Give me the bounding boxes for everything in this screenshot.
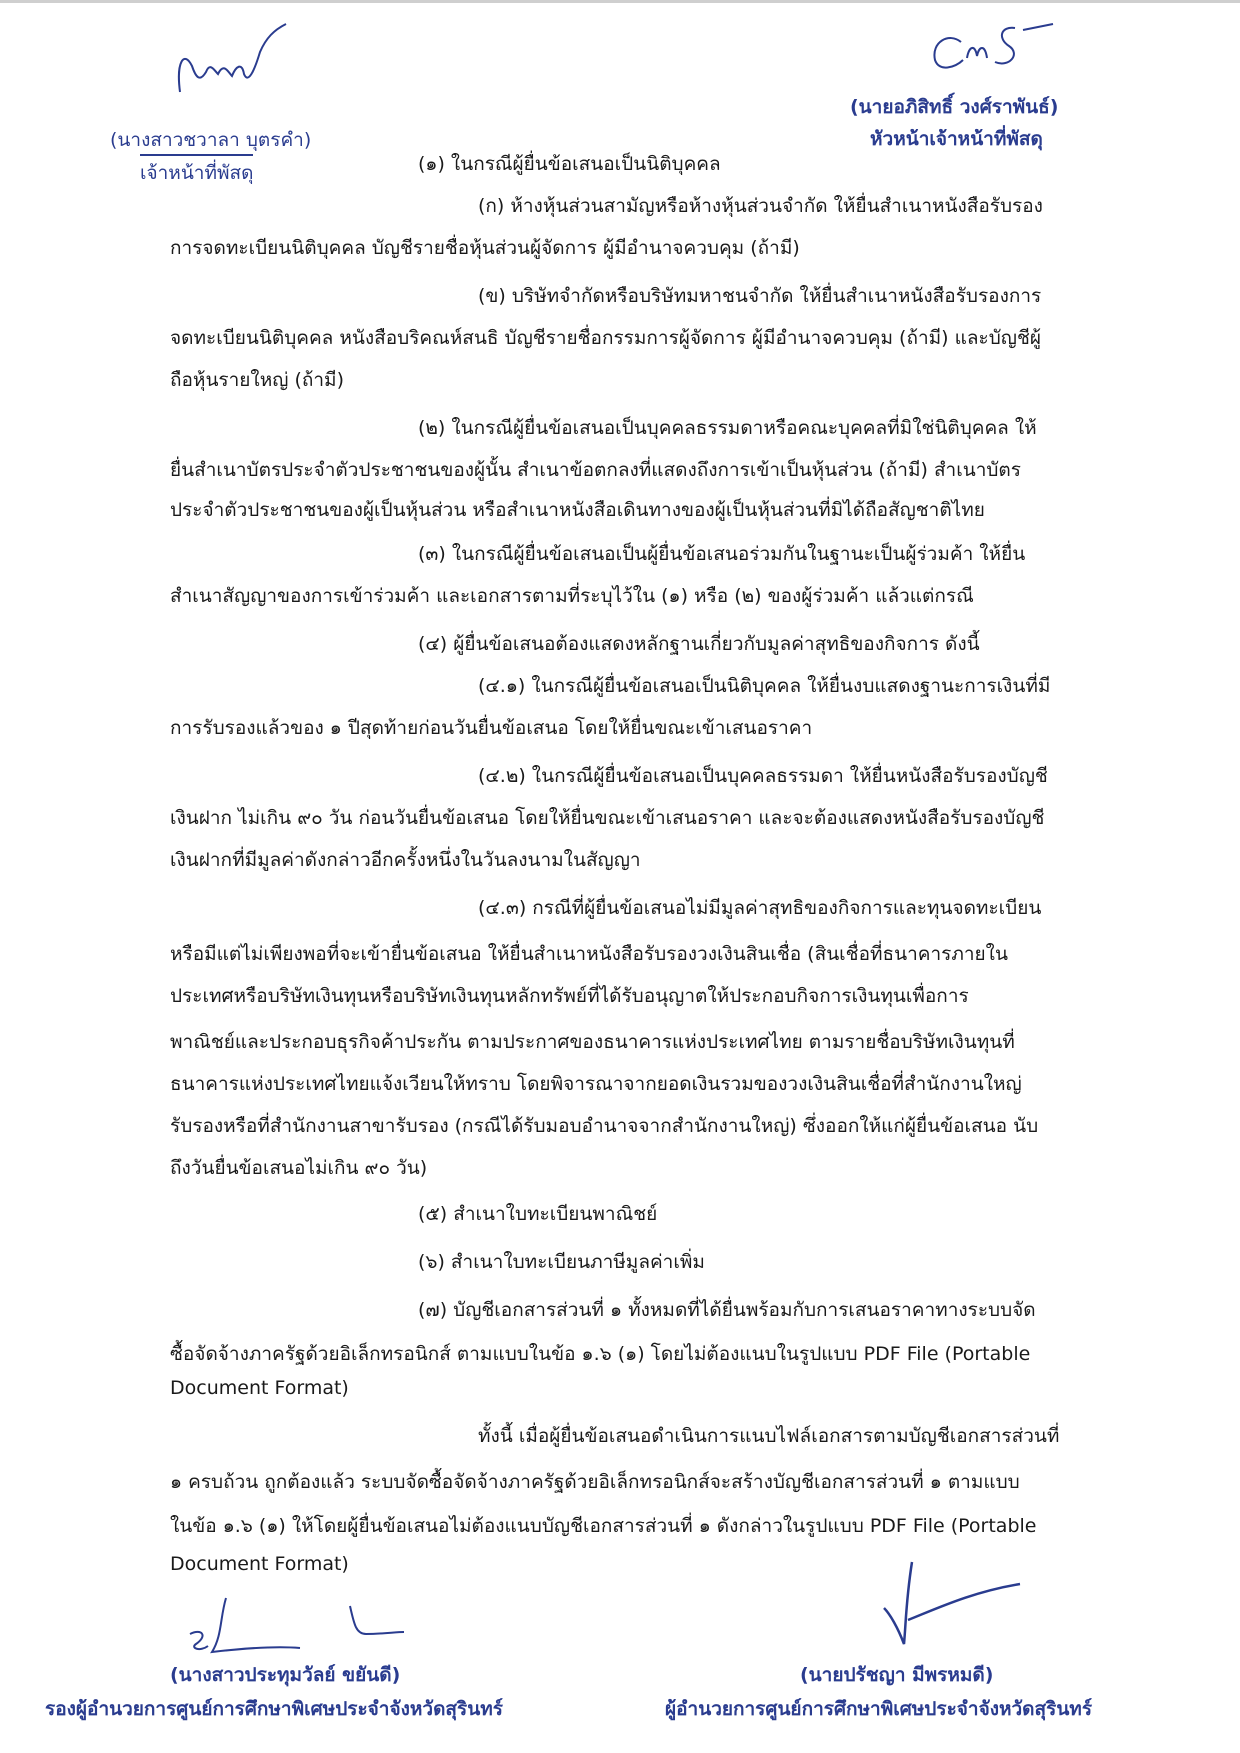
left-signer-name: (นางสาวประทุมวัลย์ ขยันดี) [170,1664,401,1686]
doc-line-25: (๕) สำเนาใบทะเบียนพาณิชย์ [418,1203,658,1225]
right-signer-title: ผู้อำนวยการศูนย์การศึกษาพิเศษประจำจังหวัดสุรินทร์ [665,1698,1093,1720]
top-border [0,0,1240,3]
left-officer-signature [170,22,290,100]
doc-line-21: พาณิชย์และประกอบธุรกิจค้าประกัน ตามประกาศของธนาคารแห่งประเทศไทย ตามรายชื่อบริษัทเงินทุนที่ [170,1031,1015,1053]
doc-line-4: (ข) บริษัทจำกัดหรือบริษัทมหาชนจำกัด ให้ยื่นสำเนาหนังสือรับรองการ [478,285,1042,307]
doc-line-30: ทั้งนี้ เมื่อผู้ยื่นข้อเสนอดำเนินการแนบไฟล์เอกสารตามบัญชีเอกสารส่วนที่ [478,1425,1060,1447]
doc-line-13: (๔.๑) ในกรณีผู้ยื่นข้อเสนอเป็นนิติบุคคล ให้ยื่นงบแสดงฐานะการเงินที่มี [478,675,1051,697]
doc-line-15: (๔.๒) ในกรณีผู้ยื่นข้อเสนอเป็นบุคคลธรรมดา ให้ยื่นหนังสือรับรองบัญชี [478,765,1048,787]
doc-line-7: (๒) ในกรณีผู้ยื่นข้อเสนอเป็นบุคคลธรรมดาหรือคณะบุคคลที่มิใช่นิติบุคคล ให้ [418,417,1037,439]
doc-line-2: (ก) ห้างหุ้นส่วนสามัญหรือห้างหุ้นส่วนจำกัด ให้ยื่นสำเนาหนังสือรับรอง [478,195,1043,217]
doc-line-19: หรือมีแต่ไม่เพียงพอที่จะเข้ายื่นข้อเสนอ ให้ยื่นสำเนาหนังสือรับรองวงเงินสินเชื่อ (สินเชื่อที่ธนาคารภายใน [170,943,1008,965]
doc-line-9: ประจำตัวประชาชนของผู้เป็นหุ้นส่วน หรือสำเนาหนังสือเดินทางของผู้เป็นหุ้นส่วนที่มิได้ถือสัญชาติไทย [170,499,985,521]
doc-line-26: (๖) สำเนาใบทะเบียนภาษีมูลค่าเพิ่ม [418,1251,705,1273]
doc-line-14: การรับรองแล้วของ ๑ ปีสุดท้ายก่อนวันยื่นข้อเสนอ โดยให้ยื่นขณะเข้าเสนอราคา [170,717,813,739]
doc-line-29: Document Format) [170,1377,349,1399]
doc-line-28: ซื้อจัดจ้างภาครัฐด้วยอิเล็กทรอนิกส์ ตามแบบในข้อ ๑.๖ (๑) โดยไม่ต้องแนบในรูปแบบ PDF File (Portable [170,1343,1031,1365]
doc-line-12: (๔) ผู้ยื่นข้อเสนอต้องแสดงหลักฐานเกี่ยวกับมูลค่าสุทธิของกิจการ ดังนี้ [418,633,980,655]
doc-line-6: ถือหุ้นรายใหญ่ (ถ้ามี) [170,369,344,391]
doc-line-22: ธนาคารแห่งประเทศไทยแจ้งเวียนให้ทราบ โดยพิจารณาจากยอดเงินรวมของวงเงินสินเชื่อที่สำนักงานใหญ่ [170,1073,1022,1095]
doc-line-32: ในข้อ ๑.๖ (๑) ให้โดยผู้ยื่นข้อเสนอไม่ต้องแนบบัญชีเอกสารส่วนที่ ๑ ดังกล่าวในรูปแบบ PDF File (Portable [170,1515,1037,1537]
left-signer-title: รองผู้อำนวยการศูนย์การศึกษาพิเศษประจำจังหวัดสุรินทร์ [45,1698,503,1720]
left-officer-name: (นางสาวชวาลา บุตรคำ) [110,129,312,151]
doc-line-18: (๔.๓) กรณีที่ผู้ยื่นข้อเสนอไม่มีมูลค่าสุทธิของกิจการและทุนจดทะเบียน [478,897,1042,919]
right-officer-name: (นายอภิสิทธิ์ วงศ์ราพันธ์) [850,96,1059,118]
doc-line-16: เงินฝาก ไม่เกิน ๙๐ วัน ก่อนวันยื่นข้อเสนอ โดยให้ยื่นขณะเข้าเสนอราคา และจะต้องแสดงหนังสือรับรองบัญชี [170,807,1045,829]
left-signer-signature [150,1590,450,1660]
doc-line-31: ๑ ครบถ้วน ถูกต้องแล้ว ระบบจัดซื้อจัดจ้างภาครัฐด้วยอิเล็กทรอนิกส์จะสร้างบัญชีเอกสารส่วนที่ ๑ ตามแบบ [170,1471,1020,1493]
doc-line-5: จดทะเบียนนิติบุคคล หนังสือบริคณห์สนธิ บัญชีรายชื่อกรรมการผู้จัดการ ผู้มีอำนาจควบคุม (ถ้ามี) และบัญชีผู้ [170,327,1041,349]
right-signer-name: (นายปรัชญา มีพรหมดี) [800,1664,994,1686]
doc-line-24: ถึงวันยื่นข้อเสนอไม่เกิน ๙๐ วัน) [170,1157,428,1179]
doc-line-17: เงินฝากที่มีมูลค่าดังกล่าวอีกครั้งหนึ่งในวันลงนามในสัญญา [170,849,641,871]
doc-line-10: (๓) ในกรณีผู้ยื่นข้อเสนอเป็นผู้ยื่นข้อเสนอร่วมกันในฐานะเป็นผู้ร่วมค้า ให้ยื่น [418,543,1026,565]
doc-line-8: ยื่นสำเนาบัตรประจำตัวประชาชนของผู้นั้น สำเนาข้อตกลงที่แสดงถึงการเข้าเป็นหุ้นส่วน (ถ้ามี) สำเนาบัตร [170,459,1021,481]
right-officer-signature [925,20,1065,75]
doc-line-1: (๑) ในกรณีผู้ยื่นข้อเสนอเป็นนิติบุคคล [418,153,721,175]
right-signer-signature [880,1558,1030,1648]
doc-line-3: การจดทะเบียนนิติบุคคล บัญชีรายชื่อหุ้นส่วนผู้จัดการ ผู้มีอำนาจควบคุม (ถ้ามี) [170,237,800,259]
doc-line-27: (๗) บัญชีเอกสารส่วนที่ ๑ ทั้งหมดที่ได้ยื่นพร้อมกับการเสนอราคาทางระบบจัด [418,1299,1036,1321]
right-officer-title: หัวหน้าเจ้าหน้าที่พัสดุ [870,128,1043,150]
left-officer-title: เจ้าหน้าที่พัสดุ [140,154,253,188]
doc-line-11: สำเนาสัญญาของการเข้าร่วมค้า และเอกสารตามที่ระบุไว้ใน (๑) หรือ (๒) ของผู้ร่วมค้า แล้วแต่กรณี [170,585,974,607]
doc-line-33: Document Format) [170,1553,349,1575]
doc-line-23: รับรองหรือที่สำนักงานสาขารับรอง (กรณีได้รับมอบอำนาจจากสำนักงานใหญ่) ซึ่งออกให้แก่ผู้ยื่นข้อเสนอ นับ [170,1115,1039,1137]
doc-line-20: ประเทศหรือบริษัทเงินทุนหรือบริษัทเงินทุนหลักทรัพย์ที่ได้รับอนุญาตให้ประกอบกิจการเงินทุนเพื่อการ [170,985,969,1007]
